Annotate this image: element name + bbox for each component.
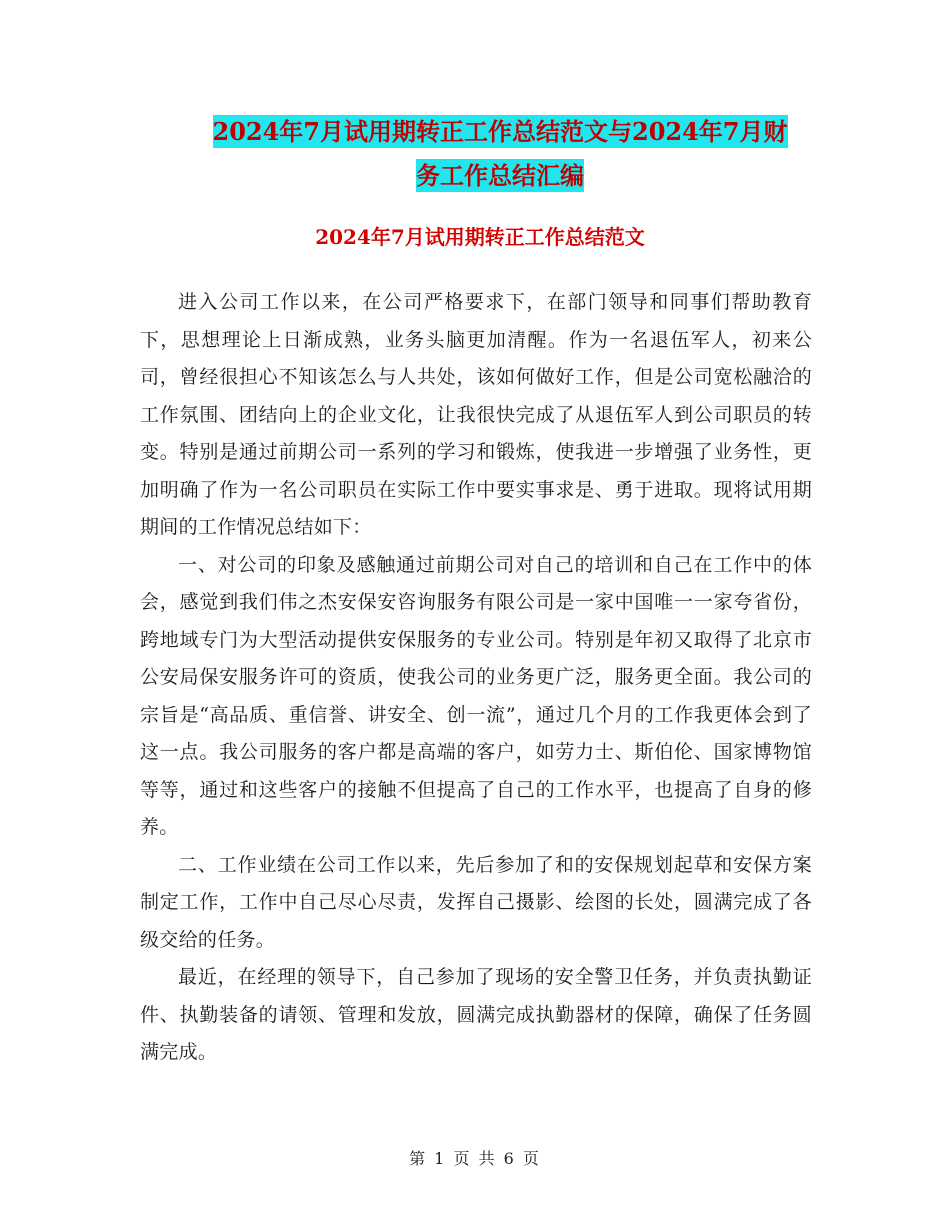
document-title-line-1: 2024年7月试用期转正工作总结范文与2024年7月财: [212, 117, 788, 146]
document-title-line-2: 务工作总结汇编: [416, 161, 584, 190]
paragraph-recent: 最近，在经理的领导下，自己参加了现场的安全警卫任务，并负责执勤证件、执勤装备的请领、管理和发放，圆满完成执勤器材的保障，确保了任务圆满完成。: [140, 966, 812, 1063]
paragraph-achievements: 二、工作业绩在公司工作以来，先后参加了和的安保规划起草和安保方案制定工作，工作中自己尽心尽责，发挥自己摄影、绘图的长处，圆满完成了各级交给的任务。: [140, 853, 812, 951]
paragraph-intro: 进入公司工作以来，在公司严格要求下，在部门领导和同事们帮助教育下，思想理论上日渐成熟，业务头脑更加清醒。作为一名退伍军人，初来公司，曾经很担心不知该怎么与人共处，该如何做好工作，但是公司宽松融洽的工作氛围、团结向上的企业文化，让我很快完成了从退伍军人到公司职员的转变。特别是通过前期公司一系列的学习和锻炼，使我进一步增强了业务性，更加明确了作为一名公司职员在实际工作中要实事求是、勇于进取。现将试用期期间的工作情况总结如下：: [140, 291, 812, 538]
paragraph-impression: 一、对公司的印象及感触通过前期公司对自己的培训和自己在工作中的体会，感觉到我们伟之杰安保安咨询服务有限公司是一家中国唯一一家夸省份，跨地域专门为大型活动提供安保服务的专业公司。特别是年初又取得了北京市公安局保安服务许可的资质，使我公司的业务更广泛，服务更全面。我公司的宗旨是“高品质、重信誉、讲安全、创一流”，通过几个月的工作我更体会到了这一点。我公司服务的客户都是高端的客户，如劳力士、斯伯伦、国家博物馆等等，通过和这些客户的接触不但提高了自己的工作水平，也提高了自身的修养。: [140, 553, 812, 838]
document-title: [140, 110, 860, 198]
section-title: 2024年7月试用期转正工作总结范文: [315, 225, 645, 249]
document-body: [140, 284, 812, 1072]
page-footer: 第 1 页 共 6 页: [409, 1149, 541, 1168]
